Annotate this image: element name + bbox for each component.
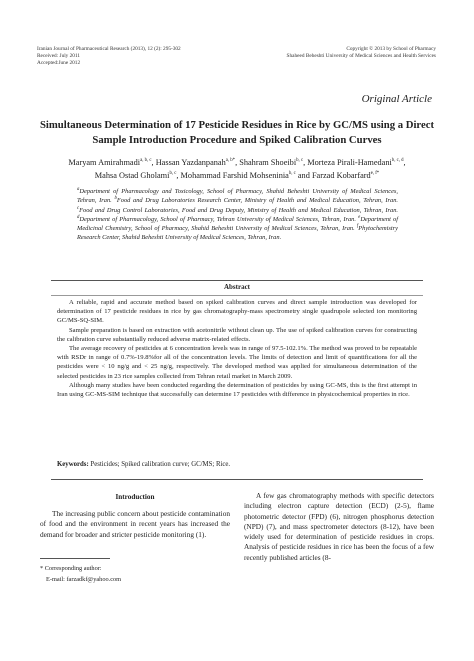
body-paragraph: A few gas chromatography methods with specific detectors including electron capture detection (ECD) (2-5), flame photometric detector (FPD) (6), nitrogen phosphorus detection (NPD) (7), and mass spectrometer detectors (8-12), have been widely used for determination of pesticide residues in crops. Analysis of pesticide residues in rice has been the focus of a few recently published articles (8- [244, 491, 434, 562]
keywords [57, 461, 230, 468]
abstract-paragraph: A reliable, rapid and accurate method based on spiked calibration curves and direct sample introduction was developed for determination of 17 pesticide residues in rice by gas chromatography-mass spectrometry single quadrupole selected ion monitoring GC/MS-SQ-SIM. [57, 299, 417, 325]
introduction-body [40, 509, 230, 540]
journal-header-left [37, 46, 181, 67]
abstract-paragraph: Sample preparation is based on extraction with acetonitrile without clean up. The use of spiked calibration curves for constructing the calibration curve substantially reduced adverse matrix-related effects. [57, 326, 417, 343]
corresponding-email: E-mail: farzadkf@yahoo.com [46, 576, 122, 583]
right-column-body [244, 491, 434, 563]
footnote-divider [40, 558, 110, 559]
accepted-date: Accepted:June 2012 [37, 60, 81, 66]
author: Shahram Shoeibi$^{b, c}$ [239, 158, 304, 167]
author: Morteza Pirali-Hamedani$^{b, c, d}$ [307, 158, 404, 167]
copyright-line: Copyright © 2013 by School of Pharmacy [346, 46, 436, 52]
affiliations: $^a$Department of Pharmacology and Toxicology, School of Pharmacy, Shahid Beheshti University of Medical Sciences, Tehran, Iran. $^b$Food and Drug Laboratories Research Center, Ministry of Health and Medical Education, Tehran, Iran. $^c$Food and Drug Control Laboratories, Food and Drug Deputy, Ministry of Health and Medical Education, Tehran, Iran. $^d$Department of Pharmacology, School of Pharmacy, Tehran University of Medical Sciences, Tehran, Iran. $^e$Department of Medicinal Chemistry, School of Pharmacy, Shahid Beheshti University of Medical Sciences, Tehran, Iran. $^f$Phytochemistry Research Center, Shahid Beheshti University of Medical Sciences, Tehran, Iran. [77, 186, 398, 242]
publisher-line: Shaheed Beheshti University of Medical Sciences and Health Services [286, 53, 436, 59]
keywords-label: Keywords: [57, 461, 89, 468]
abstract-heading: Abstract [223, 283, 251, 291]
keywords-text: Pesticides; Spiked calibration curve; GC/MS; Rice. [88, 461, 231, 468]
author: Hassan Yazdanpanah$^{a, b*}$ [155, 158, 236, 167]
abstract-divider [51, 295, 423, 296]
footnote-label: * Corresponding author: [40, 565, 102, 572]
author: Maryam Amirahmadi$^{a, b, c}$ [68, 158, 152, 167]
journal-header-right [287, 46, 436, 60]
author: Mahsa Ostad Gholami$^{b, c}$ [94, 171, 177, 180]
received-date: Received: July 2011 [37, 53, 81, 59]
author: Mohammad Farshid Mohseninia$^{b, c}$ [180, 171, 296, 180]
journal-citation: Iranian Journal of Pharmaceutical Research (2013), 12 (2): 295-302 [37, 46, 181, 52]
author: Farzad Kobarfard$^{e, f*}$ [311, 171, 380, 180]
abstract-paragraph: Although many studies have been conducted regarding the determination of pesticides by using GC-MS, this is the first attempt in Iran using GC-MS-SIM technique that successfully can determine 17 pesticides with difference in physicochemical properties in rice. [57, 381, 417, 399]
abstract-body [57, 298, 417, 399]
introduction-paragraph: The increasing public concern about pesticide contamination of food and the environment in recent years has increased the demand for broader and stricter pesticide monitoring (1). [40, 509, 230, 539]
introduction-heading: Introduction [115, 493, 155, 501]
article-type: Original Article [361, 93, 432, 105]
abstract-paragraph: The average recovery of pesticides at 6 concentration levels was in range of 97.5-102.1%. The method was proved to be repeatable with RSDr in range of 0.7%-19.8%for all of the concentration levels. The limits of detection and limit of quantifications for all the pesticides were < 10 ng/g and < 25 ng/g, respectively. The developed method was applied for simultaneous determination of the selected pesticides in 23 rice samples collected from Tehran retail market in March 2009. [57, 345, 417, 380]
paper-title: Simultaneous Determination of 17 Pesticide Residues in Rice by GC/MS using a Direct Sample Introduction Procedure and Spiked Calibration Curves [39, 119, 435, 146]
footnote [40, 563, 121, 585]
author-list: Maryam Amirahmadi$^{a, b, c}$, Hassan Yazdanpanah$^{a, b*}$, Shahram Shoeibi$^{b, c}$, Morteza Pirali-Hamedani$^{b, c, d}$, Mahsa Ostad Gholami$^{b, c}$, Mohammad Farshid Mohseninia$^{b, c}$ and Farzad Kobarfard$^{e, f*}$ [68, 158, 406, 180]
